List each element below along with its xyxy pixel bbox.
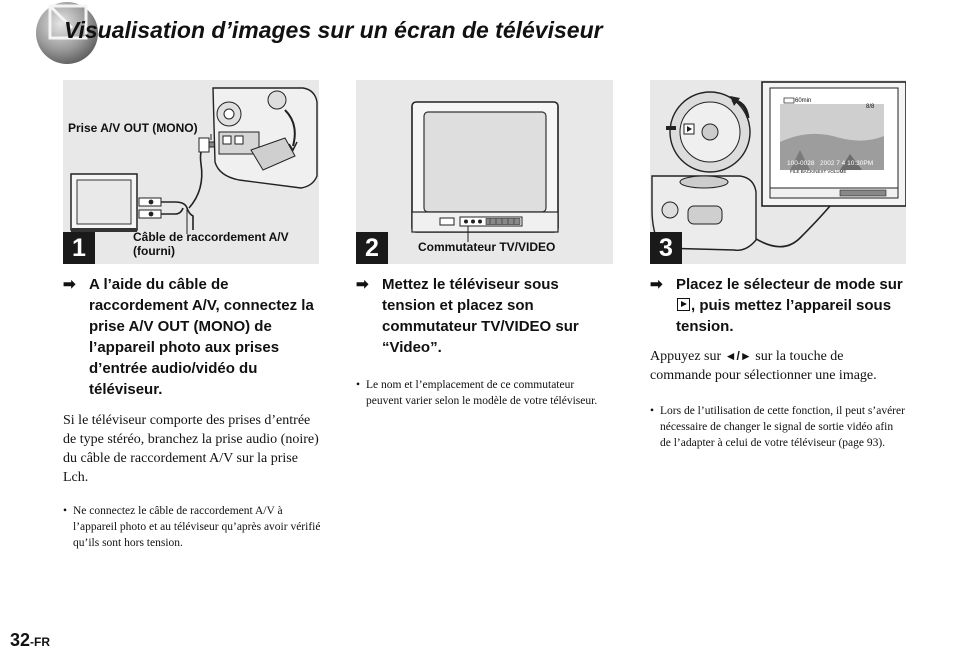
playback-mode-icon: [677, 298, 690, 311]
step-2-instruction: ➡ Mettez le téléviseur sous tension et placez son commutateur TV/VIDEO sur “Video”.: [356, 276, 579, 356]
step-2-note: • Le nom et l’emplacement de ce commutateur peuvent varier selon le modèle de votre téléviseur.: [356, 379, 598, 407]
screen-battery-readout: 60min: [795, 98, 812, 104]
step-number-3: 3: [650, 232, 682, 264]
right-arrow-icon: ➡: [356, 276, 369, 293]
step-1-instruction: ➡ A l’aide du câble de raccordement A/V, connectez la prise A/V OUT (MONO) de l’appareil photo aux prises d’entrée audio/vidéo du téléviseur.: [63, 276, 314, 398]
page-number: 32-FR: [10, 630, 51, 650]
page-title: Visualisation d’images sur un écran de téléviseur: [64, 17, 603, 43]
av-out-jack-label: Prise A/V OUT (MONO): [68, 121, 198, 135]
step-number-2: 2: [356, 232, 388, 264]
tv-video-switch-label: Commutateur TV/VIDEO: [418, 240, 556, 254]
step-1-note: • Ne connectez le câble de raccordement A/V à l’appareil photo et au téléviseur qu’après avoir vérifié qu’ils sont hors tension.: [63, 505, 321, 549]
step-3-note: • Lors de l’utilisation de cette fonction, il peut s’avérer nécessaire de changer le signal de sortie vidéo afin de l’adapter à celui de votre téléviseur (page 93).: [650, 405, 905, 449]
figure-step-1: [63, 80, 319, 264]
figure-step-3: [650, 80, 906, 264]
screen-datetime: 2002 7 4 10:30PM: [820, 160, 874, 167]
step-number-1: 1: [63, 232, 95, 264]
right-arrow-icon: ➡: [650, 276, 663, 293]
step-3-instruction: ➡ Placez le sélecteur de mode sur , puis mettez l’appareil sous tension.: [650, 276, 903, 335]
screen-image-counter: 8/8: [866, 104, 875, 110]
right-arrow-icon: ➡: [63, 276, 76, 293]
tv-illustration: [356, 80, 613, 264]
screen-file-number: 100-0028: [787, 160, 815, 167]
left-right-keys: ◄/►: [724, 349, 752, 363]
figure-step-2: [356, 80, 613, 264]
step-1-body: Si le téléviseur comporte des prises d’entrée de type stéréo, branchez la prise audio (noire) du câble de raccordement A/V sur la prise Lch.: [63, 413, 319, 485]
step-3-body: Appuyez sur ◄/► sur la touche de commande pour sélectionner une image.: [650, 349, 877, 383]
av-cable-label: Câble de raccordement A/V (fourni): [133, 230, 289, 258]
screen-footer-controls: FILE BACK/NEXT VOLUME: [790, 169, 847, 174]
